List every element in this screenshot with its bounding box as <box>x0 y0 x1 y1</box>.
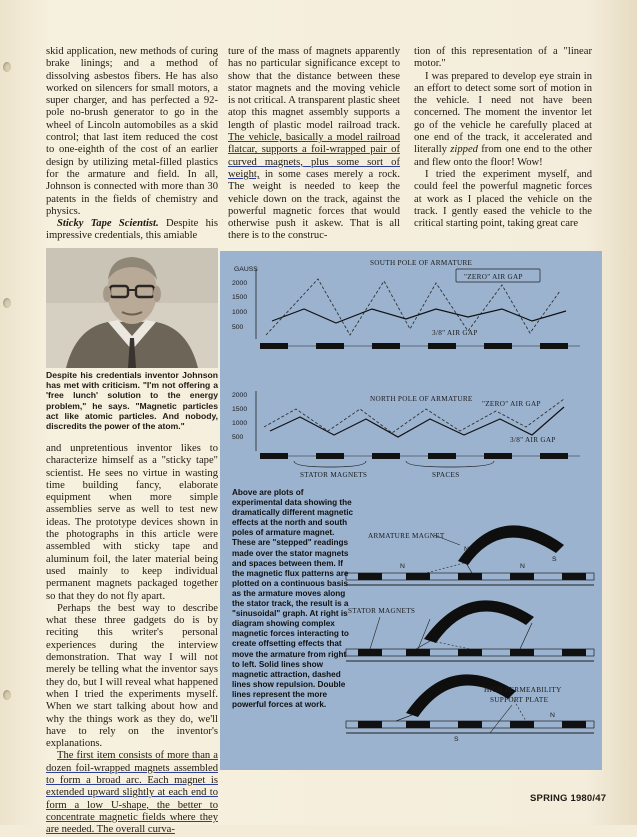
gap-label: 3/8" AIR GAP <box>432 329 478 337</box>
binder-hole <box>3 298 11 308</box>
north-graph-title: NORTH POLE OF ARMATURE <box>370 395 473 403</box>
support-plate-label-line: HIGH PERMEABILITY <box>484 686 562 694</box>
armature-magnet <box>424 600 534 643</box>
pole-label: N <box>400 563 405 570</box>
subhead: Sticky Tape Scientist. <box>57 218 159 230</box>
stator-brace <box>294 461 366 467</box>
figure-caption: Above are plots of experimental data showing the dramatically different magnetic effects at the north and south poles of armature magnet. These are "stepped" readings made over the stator magnets and spaces between them. If the magnetic flux patterns are plotted on a continuous basis as the armature moves along the stator track, the result is a "sinusoidal" graph. At right is diagram showing complex magnetic forces interacting to create offsetting effects that move the armature from right to left. Solid lines show magnetic attraction, dashed lines show repulsion. Double lines represent the more powerful forces at work. <box>232 488 354 709</box>
pole-label: N <box>550 712 555 719</box>
text-run: ture of the mass of magnets apparently has no particular significance except to show that the distance between these stator magnets and the moving vehicle is not critical. A transparent plastic sheet atop this magnet assembly supports a length of plastic model railroad track. <box>228 46 400 131</box>
underlined-text: The vehicle, basically a model railroad flatcar, supports a foil-wrapped pair of curved magnets, plus some sort of weight, <box>228 132 400 180</box>
force-line <box>466 563 472 573</box>
zero-gap-label: "ZERO" AIR GAP <box>464 273 523 281</box>
paragraph: I tried the experiment myself, and could feel the powerful magnetic forces at work as I placed the vehicle on the track. I gently eased the vehicle to the critical starting point, taking great care <box>414 168 592 230</box>
force-line <box>520 623 532 649</box>
leader-line <box>370 617 380 649</box>
south-graph-title: SOUTH POLE OF ARMATURE <box>370 259 473 267</box>
y-tick: 1000 <box>232 420 248 427</box>
support-plate-label-line: SUPPORT PLATE <box>490 696 549 704</box>
binder-hole <box>3 690 11 700</box>
portrait-illustration <box>46 248 218 368</box>
y-tick: 500 <box>232 434 244 441</box>
text-run: in some cases merely a rock. The weight is needed to keep the vehicle down on the track, against the powerful magnetic forces that would otherwise push it askew. That is all there is to the construc- <box>228 168 400 242</box>
column-1-bottom <box>46 443 218 837</box>
page-footer: SPRING 1980/47 <box>530 793 607 804</box>
force-line <box>416 641 430 649</box>
leader-line <box>434 535 460 545</box>
gap-series <box>270 407 564 437</box>
armature-magnet <box>458 525 564 565</box>
column-2-top <box>228 46 400 243</box>
stator-magnets-label: STATOR MAGNETS <box>300 471 368 479</box>
zero-gap-label: "ZERO" AIR GAP <box>482 400 541 408</box>
track-1 <box>346 573 594 585</box>
gauss-label: GAUSS <box>234 266 258 273</box>
y-tick: 1000 <box>232 309 248 316</box>
text-run: I was prepared to develop eye strain in an effort to detect some sort of motion in the vehicle. I need not have been concerned. The moment the inventor let go of the vehicle he carefully placed at one end of the track, it accelerated and literally <box>414 70 592 156</box>
photo-caption: Despite his credentials inventor Johnson has met with criticism. "I'm not offering a 'free lunch' solution to the energy problem," he says. "Magnetic particles act like atomic particles. And nobody, discredits the power of the atom." <box>46 370 218 432</box>
paragraph <box>228 46 400 243</box>
inventor-photo <box>46 248 218 368</box>
pole-label: N <box>464 546 469 553</box>
italic-word: zipped <box>450 144 478 156</box>
subhead-text: Despite his impressive credentials, this amiable <box>46 218 218 242</box>
paragraph <box>414 71 592 169</box>
paragraph: Perhaps the best way to describe what these three gadgets do is by reciting this writer's personal experiences during the interview demonstration. That way I will not merely be telling what the inventor says they do, but I will reveal what happened when I tried the experiments myself. When we start talking about how and why the things work as they do, we'll have to rely on the inventor's explanations. <box>46 602 218 750</box>
y-tick: 500 <box>232 324 244 331</box>
pole-label: S <box>454 736 459 743</box>
y-tick: 2000 <box>232 280 248 287</box>
track-2 <box>346 649 594 661</box>
stator-magnets-label: STATOR MAGNETS <box>348 607 416 615</box>
gap-label: 3/8" AIR GAP <box>510 436 556 444</box>
pole-label: N <box>520 563 525 570</box>
paragraph: and unpretentious inventor likes to characterize himself as a "sticky tape" scientist. He sees no virtue in wasting time building fancy, elaborate equipment when more simple assemblies serve as well to test new ideas. The prototype devices shown in the photographs in this article were assembled with sticky tape and aluminum foil, the later material being used mainly to keep individual permanent magnets packaged together so that they do not fly apart. <box>46 443 218 602</box>
force-line <box>432 641 470 649</box>
support-plate-label <box>484 686 563 704</box>
column-1-top <box>46 46 218 243</box>
text-run: from one end to the other and flew onto the floor! Wow! <box>414 144 592 168</box>
gap-series <box>272 309 566 323</box>
y-tick: 1500 <box>232 406 248 413</box>
leader-line <box>490 705 512 733</box>
armature-magnet-label: ARMATURE MAGNET <box>368 532 445 540</box>
paragraph <box>46 218 218 243</box>
paragraph <box>46 750 218 836</box>
zero-gap-series <box>266 279 560 335</box>
spaces-brace <box>406 461 494 467</box>
paragraph: tion of this representation of a "linear motor." <box>414 46 592 70</box>
binder-hole <box>3 62 11 72</box>
y-tick: 2000 <box>232 392 248 399</box>
force-line <box>396 715 412 721</box>
pole-label: S <box>552 556 557 563</box>
underlined-text: The first item consists of more than a dozen foil-wrapped magnets assembled to form a broad arc. Each magnet is extended upward slightly at each end to form a low U-shape, the better to concentrate magnetic fields where they are needed. The overall curva- <box>46 750 218 836</box>
force-line <box>426 563 464 573</box>
paragraph: skid application, new methods of curing brake linings; and a method of dissolving asbestos fibers. He has also worked on silencers for small motors, a super charger, and has perfected a 92-pole no-brush generator to go in the wheel of Lincoln automobiles as a skid control; that last item reduced the cost to one-eighth of the cost of an earlier design by utilizing metal-filled plastics for the armature and field. In all, Johnson is connected with more than 30 patents in the fields of chemistry and physics. <box>46 46 218 217</box>
spaces-label: SPACES <box>432 471 460 479</box>
y-tick: 1500 <box>232 294 248 301</box>
track-3 <box>346 721 594 733</box>
column-3-top <box>414 46 592 230</box>
